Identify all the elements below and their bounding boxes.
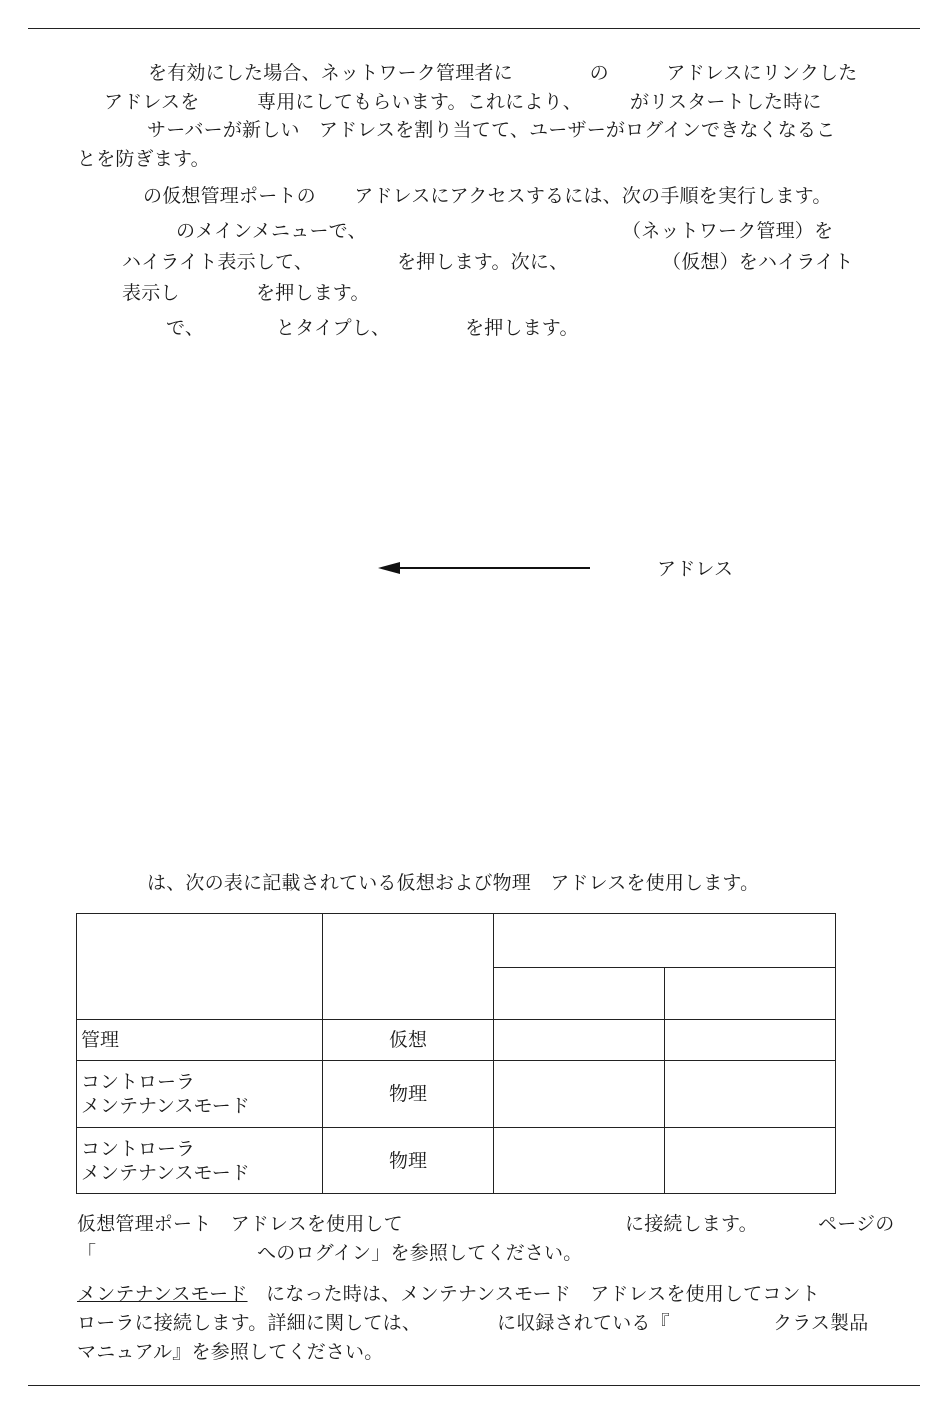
table-cell-type: 物理	[323, 1061, 494, 1128]
callout-label: アドレス	[657, 558, 734, 580]
table-header-row	[77, 914, 836, 968]
table-header-cell	[494, 914, 836, 968]
step-1-line-2c: （仮想）をハイライト	[662, 251, 854, 273]
header-rule	[28, 28, 920, 29]
table-cell	[494, 1061, 665, 1128]
callout-arrow-icon	[378, 558, 594, 578]
step-1-line-3b: を押します。	[256, 282, 370, 304]
step-2-b: とタイプし、	[276, 317, 391, 339]
table-cell	[665, 1061, 836, 1128]
table-intro: は、次の表に記載されている仮想および物理 アドレスを使用します。	[147, 872, 760, 894]
table-cell-name	[77, 1128, 323, 1194]
table-header-cell	[665, 968, 836, 1020]
table-row	[77, 1020, 836, 1061]
step-2-a: で、	[166, 317, 205, 339]
table-row	[77, 1128, 836, 1194]
table-cell-name-line-1: コントローラ	[81, 1071, 196, 1093]
table-cell-name-line-2: メンテナンスモード	[81, 1095, 250, 1117]
table-cell	[494, 1128, 665, 1194]
paragraph-1-line-1: を有効にした場合、ネットワーク管理者に の アドレスにリンクした	[148, 62, 858, 84]
maintenance-mode-link[interactable]: メンテナンスモード	[77, 1283, 248, 1305]
table-row	[77, 1061, 836, 1128]
note-2-line-2c: クラス製品	[773, 1312, 869, 1334]
note-1-line-2b: へのログイン」を参照してください。	[257, 1242, 583, 1264]
note-1-line-1c: ページの	[818, 1213, 895, 1235]
note-2-line-3: マニュアル』を参照してください。	[77, 1341, 384, 1363]
table-cell	[665, 1128, 836, 1194]
table-cell-type: 物理	[323, 1128, 494, 1194]
step-1-line-3a: 表示し	[122, 282, 180, 304]
table-cell-name-line-2: メンテナンスモード	[81, 1161, 250, 1184]
note-2-line-2b: に収録されている『	[497, 1312, 670, 1334]
note-1-line-1a: 仮想管理ポート アドレスを使用して	[77, 1213, 403, 1235]
footer-rule	[28, 1385, 920, 1386]
table-cell-name	[77, 1061, 323, 1128]
note-1-line-1b: に接続します。	[625, 1213, 758, 1235]
table-header-cell	[494, 968, 665, 1020]
procedure-intro: の仮想管理ポートの アドレスにアクセスするには、次の手順を実行します。	[143, 185, 832, 207]
address-table	[76, 913, 836, 1194]
table-header-cell	[323, 914, 494, 1020]
table-cell-name: 管理	[77, 1020, 323, 1061]
note-2-line-2a: ローラに接続します。詳細に関しては、	[77, 1312, 422, 1334]
table-cell-type: 仮想	[323, 1020, 494, 1061]
step-1-line-2b: を押します。次に、	[397, 251, 569, 273]
step-1-line-1b: （ネットワーク管理）を	[622, 220, 834, 242]
table-cell-name-line-1: コントローラ	[81, 1137, 196, 1160]
note-2-line-1: になった時は、メンテナンスモード アドレスを使用してコント	[266, 1283, 820, 1305]
paragraph-1-line-2: アドレスを 専用にしてもらいます。これにより、 がリスタートした時に	[104, 91, 822, 113]
paragraph-1-line-3: サーバーが新しい アドレスを割り当てて、ユーザーがログインできなくなるこ	[147, 119, 836, 141]
step-2-c: を押します。	[465, 317, 579, 339]
paragraph-1-line-4: とを防ぎます。	[77, 148, 210, 170]
table-cell	[665, 1020, 836, 1061]
table-cell	[494, 1020, 665, 1061]
step-1-line-2a: ハイライト表示して、	[122, 251, 314, 273]
note-1-line-2a: 「	[77, 1242, 97, 1264]
table-header-cell	[77, 914, 323, 1020]
step-1-line-1a: のメインメニューで、	[176, 220, 367, 242]
